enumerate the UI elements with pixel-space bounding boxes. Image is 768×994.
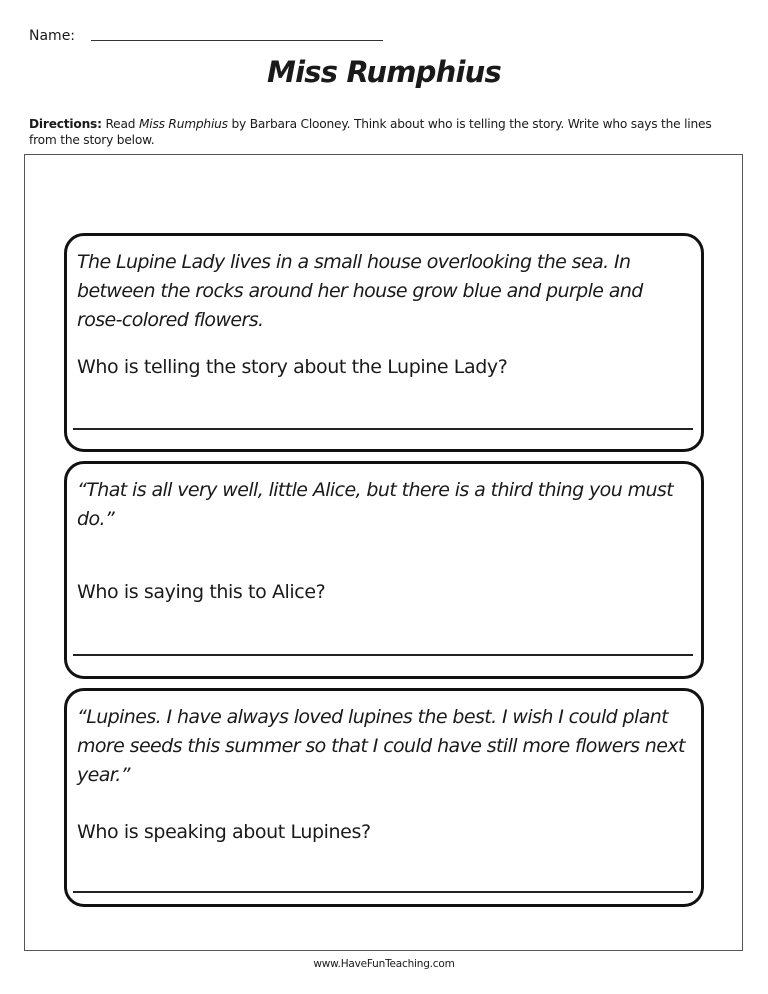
answer-line[interactable]	[73, 891, 693, 893]
story-quote: The Lupine Lady lives in a small house overlooking the sea. In between the rocks around her house grow blue and purple and rose-colored flowers.	[77, 251, 643, 331]
question-box-3	[64, 688, 704, 907]
question-prompt: Who is saying this to Alice?	[77, 581, 326, 603]
question-prompt: Who is telling the story about the Lupine Lady?	[77, 356, 508, 378]
directions-text-after: by Barbara Clooney. Think about who is telling the story. Write who says the lines from the story below.	[29, 117, 712, 147]
answer-line[interactable]	[73, 654, 693, 656]
directions-text-before: Read	[101, 117, 139, 131]
name-input-line[interactable]	[91, 40, 383, 41]
name-label: Name:	[29, 28, 76, 44]
answer-line[interactable]	[73, 428, 693, 430]
story-quote: “That is all very well, little Alice, but there is a third thing you must do.”	[77, 479, 674, 530]
question-prompt: Who is speaking about Lupines?	[77, 821, 371, 843]
worksheet-title: Miss Rumphius	[267, 55, 501, 89]
question-box-2	[64, 461, 704, 679]
directions	[29, 116, 741, 148]
directions-label: Directions:	[29, 117, 102, 131]
footer-website: www.HaveFunTeaching.com	[313, 958, 455, 970]
story-quote: “Lupines. I have always loved lupines the best. I wish I could plant more seeds this summer so that I could have still more flowers next year.”	[77, 706, 685, 786]
name-row	[29, 24, 383, 44]
question-box-1	[64, 233, 704, 452]
directions-book-title: Miss Rumphius	[138, 117, 228, 131]
